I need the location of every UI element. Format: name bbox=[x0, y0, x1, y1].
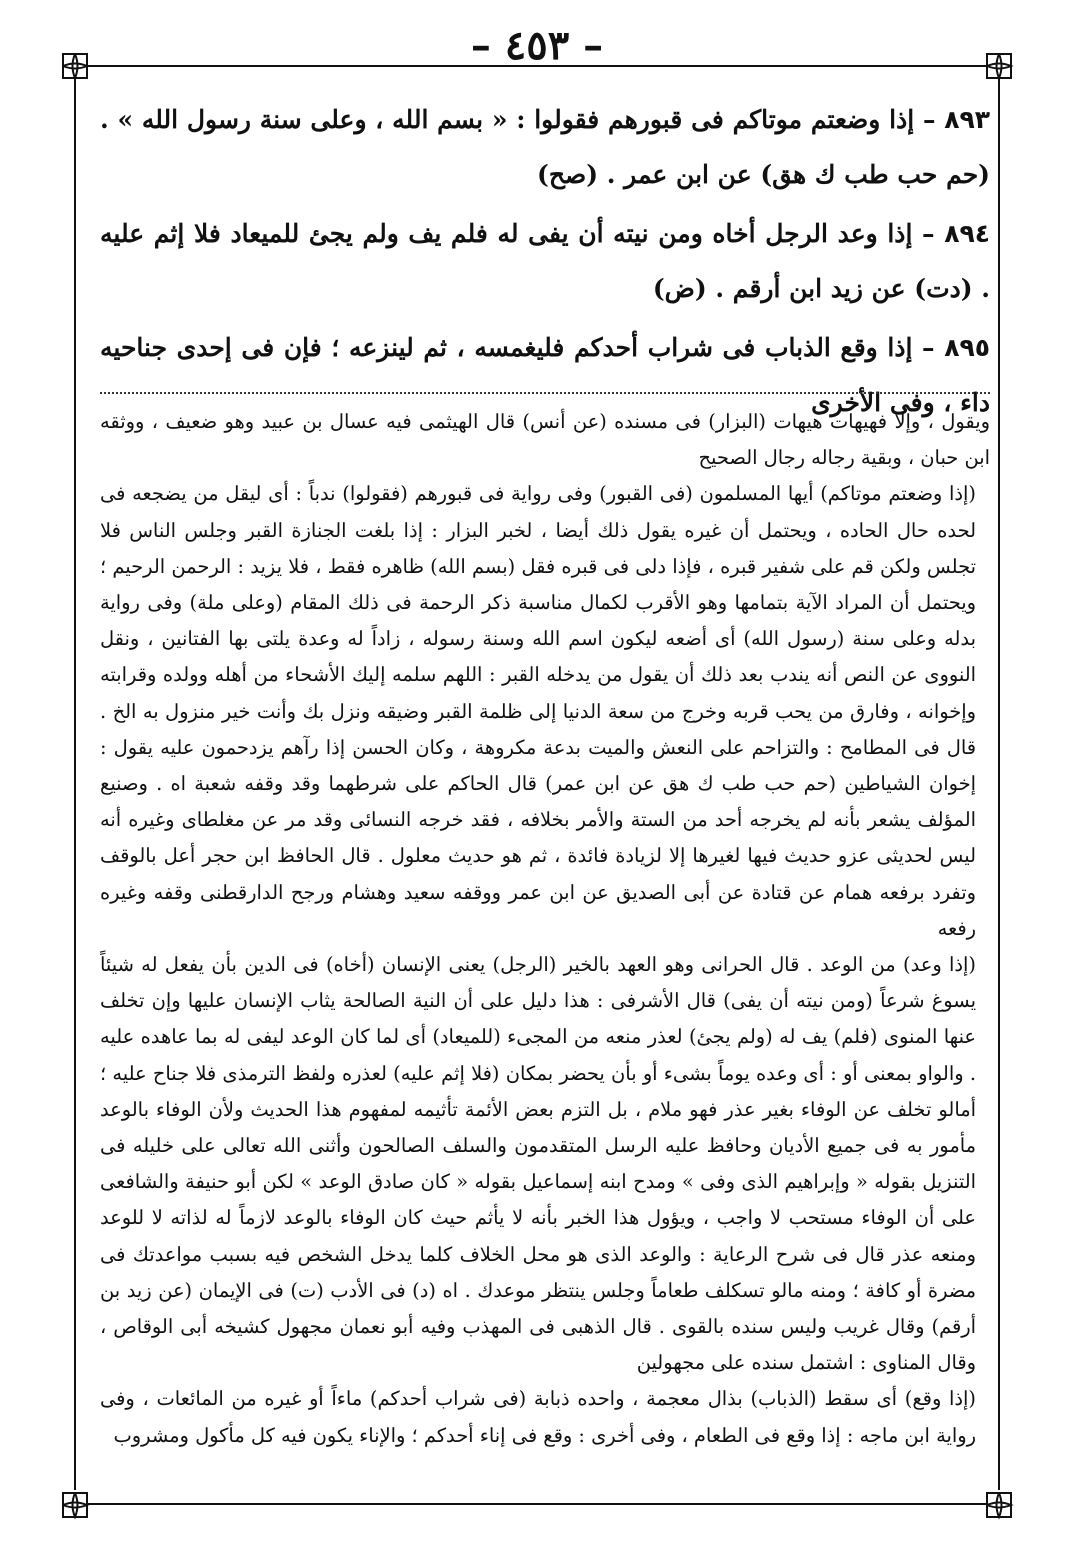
commentary-paragraph: (إذا وقع) أى سقط (الذباب) بذال معجمة ، واحده ذبابة (فى شراب أحدكم) ماءاً أو غيره من المائعات ، وفى رواية ابن ماجه : إذا وقع فى الطعام ، وفى أخرى : وقع فى إناء أحدكم ؛ والإناء يكون فيه كل مأكول ومشروب bbox=[100, 1387, 976, 1447]
hadith-number: ٨٩٤ bbox=[944, 219, 990, 248]
corner-ornament-icon bbox=[984, 51, 1014, 81]
frame-left-border bbox=[74, 78, 76, 1490]
corner-ornament-icon bbox=[60, 51, 90, 81]
page-number: – ٤٥٣ – bbox=[470, 22, 604, 69]
frame-top-border bbox=[86, 65, 988, 67]
section-divider bbox=[100, 392, 990, 394]
corner-ornament-icon bbox=[984, 1490, 1014, 1520]
hadith-text: إذا وقع الذباب فى شراب أحدكم فليغمسه ، ثم لينزعه ؛ فإن فى إحدى جناحيه داء ، وفى الأخرى bbox=[100, 333, 990, 417]
commentary-paragraph: ويقول ، وإلا فهيهات هيهات (البزار) فى مسنده (عن أنس) قال الهيثمى فيه عسال بن عبيد وهو ضعيف ، ووثقه ابن حبان ، وبقية رجاله رجال الصحيح bbox=[100, 410, 990, 470]
hadith-item: ٨٩٣ – إذا وضعتم موتاكم فى قبورهم فقولوا : « بسم الله ، وعلى سنة رسول الله » . (حم حب طب ك هق) عن ابن عمر . (صح) bbox=[100, 105, 990, 189]
hadith-number: ٨٩٥ bbox=[944, 333, 990, 362]
hadith-text: إذا وضعتم موتاكم فى قبورهم فقولوا : « بسم الله ، وعلى سنة رسول الله » . (حم حب طب ك هق) عن ابن عمر . (صح) bbox=[100, 105, 990, 189]
corner-ornament-icon bbox=[60, 1490, 90, 1520]
hadith-item: ٨٩٥ – إذا وقع الذباب فى شراب أحدكم فليغمسه ، ثم لينزعه ؛ فإن فى إحدى جناحيه داء ، وفى الأخرى bbox=[100, 333, 990, 417]
hadith-text: إذا وعد الرجل أخاه ومن نيته أن يفى له فلم يف ولم يجئ للميعاد فلا إثم عليه . (دت) عن زيد ابن أرقم . (ض) bbox=[100, 219, 990, 303]
frame-right-border bbox=[998, 78, 1000, 1490]
frame-bottom-border bbox=[86, 1503, 988, 1505]
hadith-item: ٨٩٤ – إذا وعد الرجل أخاه ومن نيته أن يفى له فلم يف ولم يجئ للميعاد فلا إثم عليه . (دت) عن زيد ابن أرقم . (ض) bbox=[100, 219, 990, 303]
commentary-section bbox=[100, 404, 990, 1454]
hadith-number: ٨٩٣ bbox=[944, 105, 990, 134]
hadith-section bbox=[100, 92, 990, 434]
commentary-paragraph: (إذا وعد) من الوعد . قال الحرانى وهو العهد بالخير (الرجل) يعنى الإنسان (أخاه) فى الدين بأن يفعل له شيئاً يسوغ شرعاً (ومن نيته أن يفى) قال الأشرفى : هذا دليل على أن النية الصالحة يثاب الإنسان عليها وإن تخلف عنها المنوى (فلم) يف له (ولم يجئ) لعذر منعه من المجىء (للميعاد) أى لما كان الوعد ليفى له بما عاهده عليه . والواو بمعنى أو : أى وعده يوماً بشىء أو بأن يحضر بمكان (فلا إثم عليه) لعذره ولفظ الترمذى فلا جناح عليه ؛ أمالو تخلف عن الوفاء بغير عذر فهو ملام ، بل التزم بعض الأئمة تأثيمه لمفهوم هذا الحديث ولأن الوفاء بالوعد مأمور به فى جميع الأديان وحافظ عليه الرسل المتقدمون والسلف الصالحون وأثنى الله تعالى على خليله فى التنزيل بقوله « وإبراهيم الذى وفى » ومدح ابنه إسماعيل بقوله « كان صادق الوعد » لكن أبو حنيفة والشافعى على أن الوفاء مستحب لا واجب ، ويؤول هذا الخبر بأنه لا يأثم حيث كان الوفاء بالوعد لازماً له لذاته لا للوعد ومنعه عذر قال فى شرح الرعاية : والوعد الذى هو محل الخلاف كلما يدخل الشخص فيه بسبب مواعدتك فى مضرة أو كافة ؛ ومنه مالو تسكلف طعاماً وجلس ينتظر موعدك . اه (د) فى الأدب (ت) فى الإيمان (عن زيد بن أرقم) وقال غريب وليس سنده بالقوى . قال الذهبى فى المهذب وفيه أبو نعمان مجهول كشيخه أبى الوقاص ، وقال المناوى : اشتمل سنده على مجهولين bbox=[100, 953, 976, 1375]
commentary-paragraph: (إذا وضعتم موتاكم) أيها المسلمون (فى القبور) وفى رواية فى قبورهم (فقولوا) ندباً : أى ليقل من يضجعه فى لحده حال الحاده ، ويحتمل أن غيره يقول ذلك أيضا ، لخبر البزار : إذا بلغت الجنازة القبر وجلس الناس فلا تجلس ولكن قم على شفير قبره ، فإذا دلى فى قبره فقل (بسم الله) ظاهره فقط ، فلا يزيد : الرحمن الرحيم ؛ ويحتمل أن المراد الآية بتمامها وهو الأقرب لكمال مناسبة ذكر الرحمة فى ذلك المقام (وعلى ملة) وفى رواية بدله وعلى سنة (رسول الله) أى أضعه ليكون اسم الله وسنة رسوله ، زاداً له وعدة يلتى بها الفتانين ، ونقل النووى عن النص أنه يندب بعد ذلك أن يقول من يدخله القبر : اللهم سلمه إليك الأشحاء من أهله وولده وقرابته وإخوانه ، وفارق من يحب قربه وخرج من سعة الدنيا إلى ظلمة القبر وضيقه ونزل بك وأنت خير منزول به الخ . قال فى المطامح : والتزاحم على النعش والميت بدعة مكروهة ، وكان الحسن إذا رآهم يزدحمون عليه يقول : إخوان الشياطين (حم حب طب ك هق عن ابن عمر) قال الحاكم على شرطهما وقد وقفه شعبة اه . وصنيع المؤلف يشعر بأنه لم يخرجه أحد من الستة والأمر بخلافه ، فقد خرجه النسائى وقد مر عن مغلطاى وغيره أنه ليس لحديثى عزو حديث فيها لغيرها إلا لزيادة فائدة ، ثم هو حديث معلول . قال الحافظ ابن حجر أعل بالوقف وتفرد برفعه همام عن قتادة عن أبى الصديق عن ابن عمر ووقفه سعيد وهشام ورجح الدارقطنى وقفه وغيره رفعه bbox=[100, 482, 976, 940]
